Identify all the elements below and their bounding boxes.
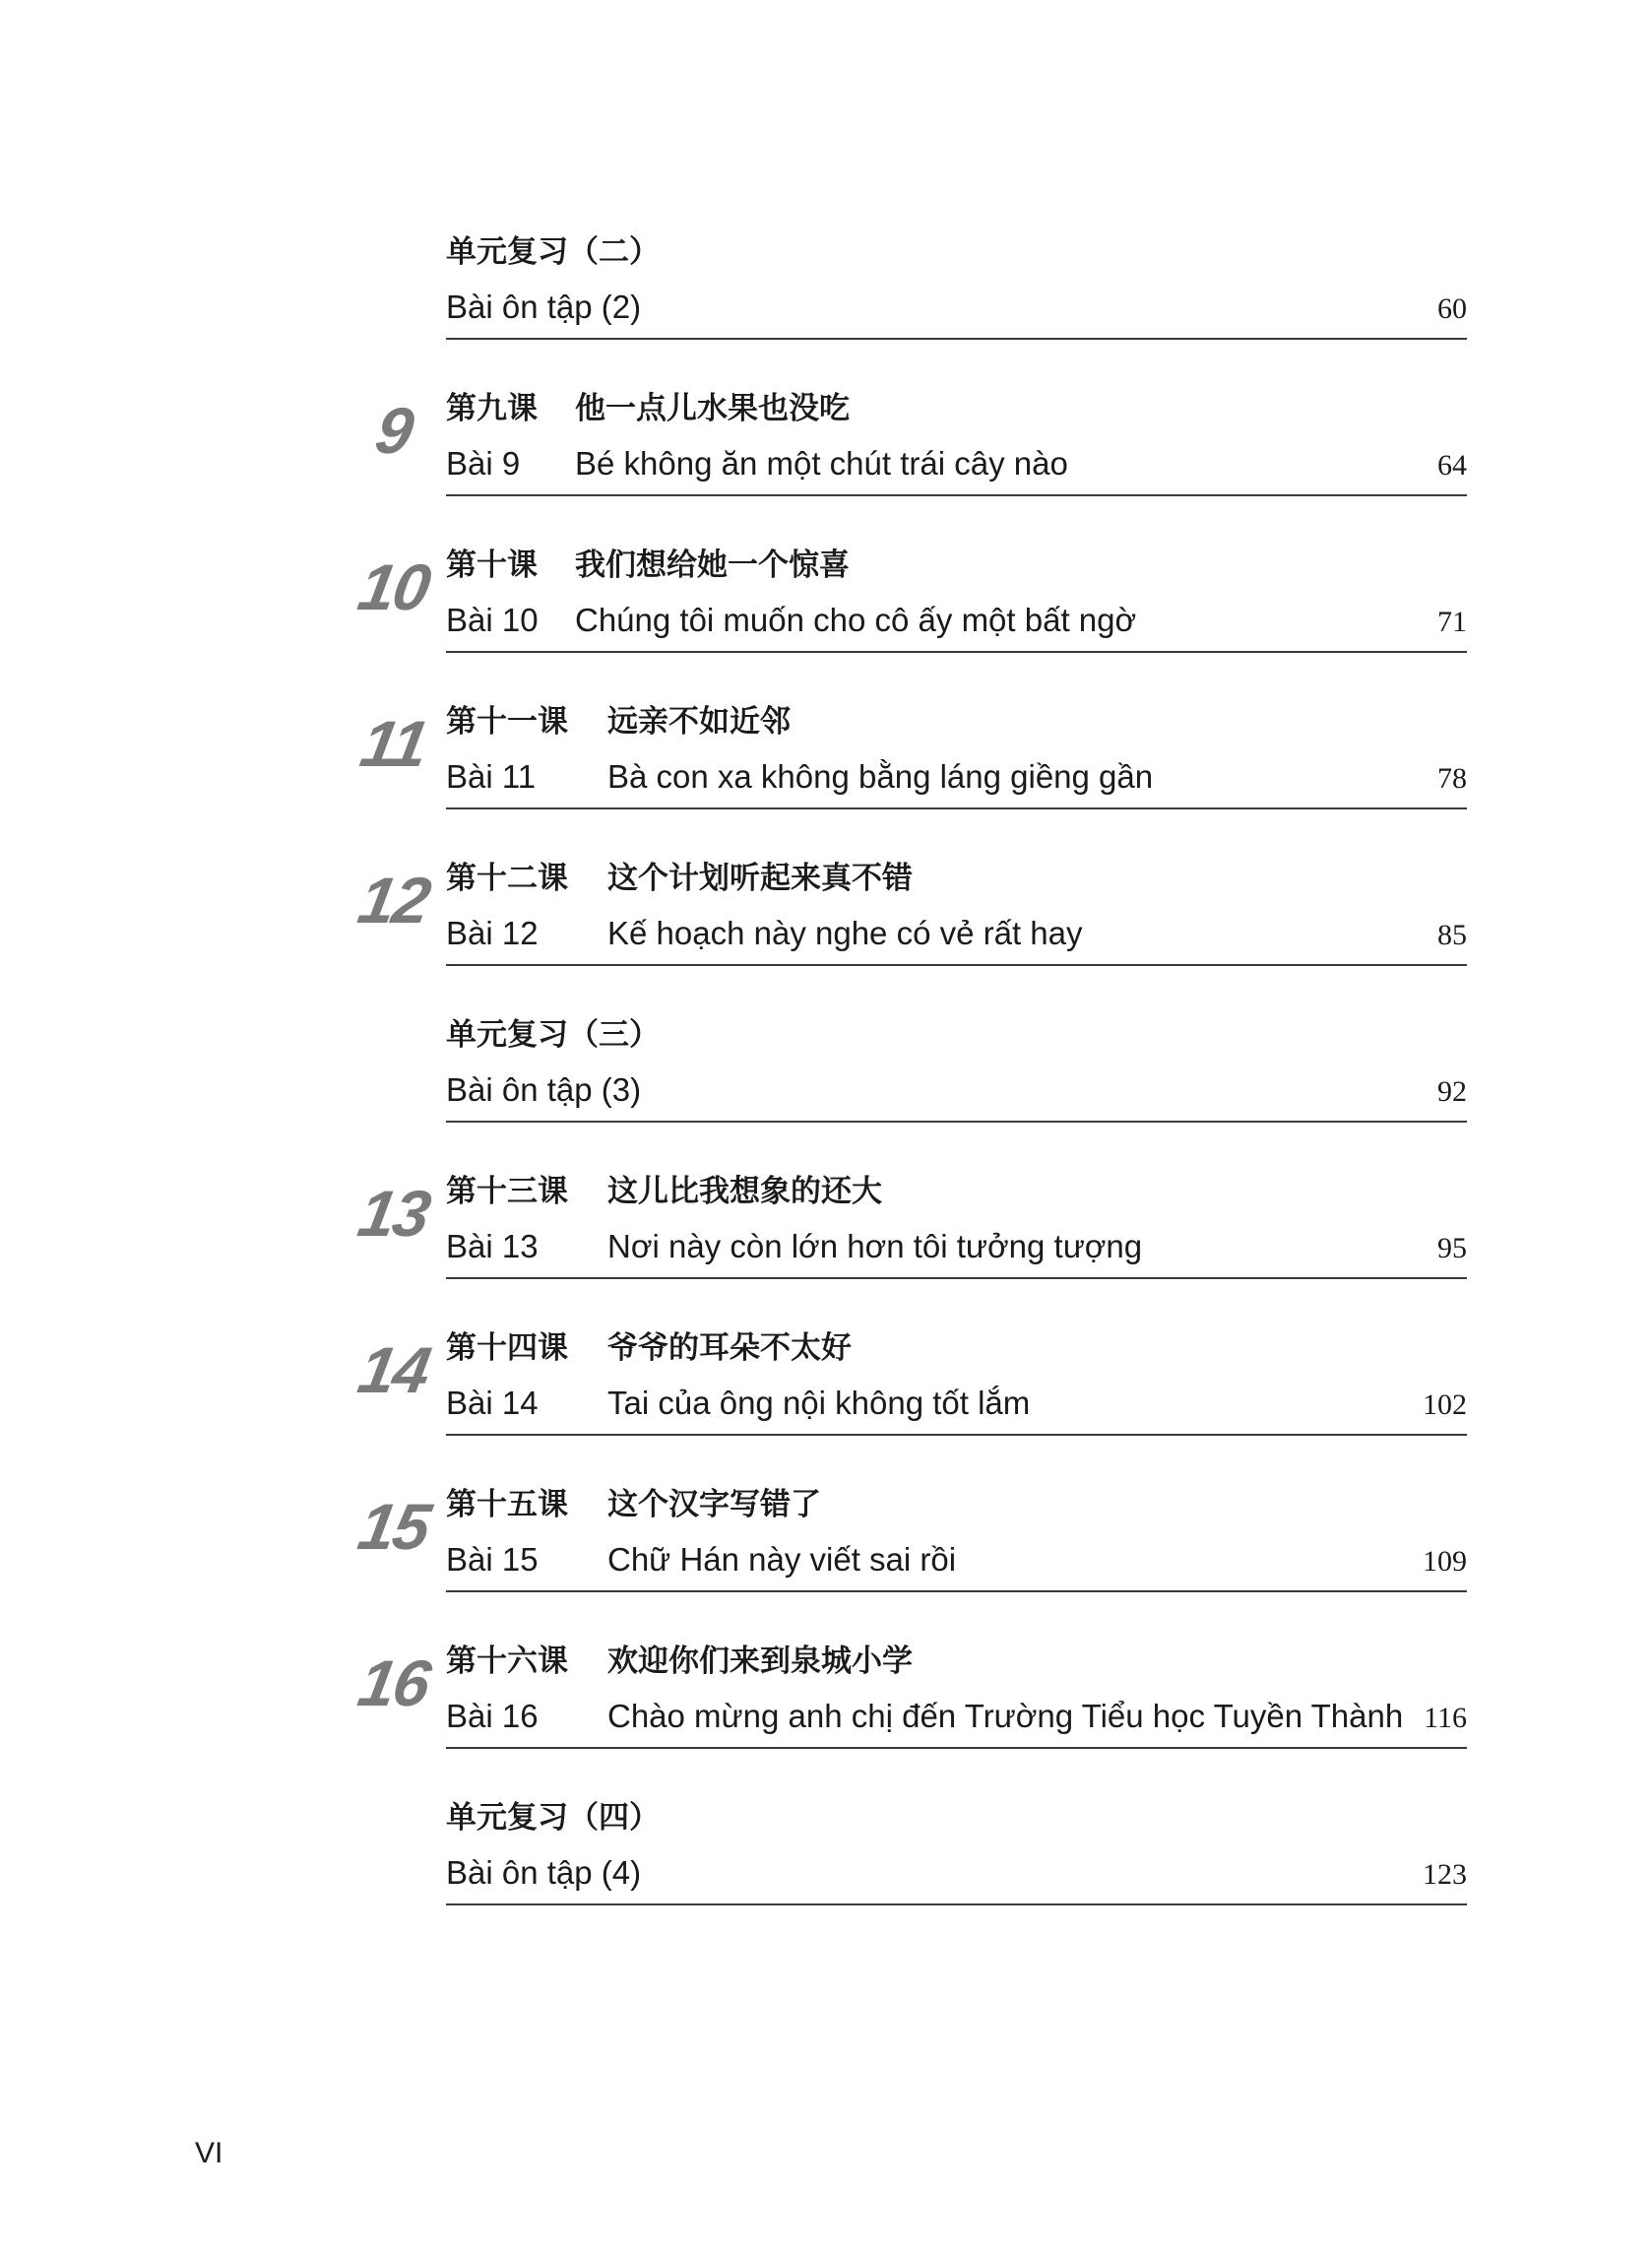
chinese-lesson-label: 第十五课 xyxy=(446,1487,568,1522)
chinese-lesson-title: 我们想给她一个惊喜 xyxy=(575,548,850,583)
page-number: 85 xyxy=(1437,919,1467,951)
divider-line xyxy=(446,807,1467,809)
divider-line xyxy=(446,1434,1467,1436)
vietnamese-lesson-title: Bé không ăn một chút trái cây nào xyxy=(575,445,1068,482)
chinese-lesson-title: 远亲不如近邻 xyxy=(607,704,791,740)
chinese-title-line xyxy=(446,387,850,430)
toc-entry-lesson-15[interactable] xyxy=(0,1481,1652,1629)
page-number: 64 xyxy=(1437,449,1467,482)
divider-line xyxy=(446,338,1467,340)
lesson-number: 10 xyxy=(352,550,435,623)
vietnamese-lesson-title: Nơi này còn lớn hơn tôi tưởng tượng xyxy=(607,1228,1143,1264)
divider-line xyxy=(446,964,1467,966)
chinese-lesson-label: 单元复习（二） xyxy=(446,234,660,270)
lesson-number: 12 xyxy=(352,864,435,936)
vietnamese-lesson-title: Kế hoạch này nghe có vẻ rất hay xyxy=(607,915,1083,951)
chinese-lesson-title: 欢迎你们来到泉城小学 xyxy=(607,1644,913,1679)
toc-entry-lesson-9[interactable] xyxy=(0,385,1652,533)
vietnamese-title-line xyxy=(446,1538,957,1581)
toc-entry-lesson-10[interactable] xyxy=(0,542,1652,689)
chinese-title-line xyxy=(446,1796,660,1839)
chinese-lesson-title: 这个计划听起来真不错 xyxy=(607,861,913,896)
vietnamese-title-line xyxy=(446,1382,1031,1425)
chinese-title-line xyxy=(446,1640,913,1683)
vietnamese-lesson-label: Bài ôn tập (2) xyxy=(446,289,642,325)
toc-entry-lesson-11[interactable] xyxy=(0,698,1652,846)
lesson-number: 15 xyxy=(352,1490,435,1563)
toc-entry-lesson-13[interactable] xyxy=(0,1168,1652,1316)
divider-line xyxy=(446,1277,1467,1279)
chinese-lesson-label: 第十四课 xyxy=(446,1330,568,1366)
vietnamese-lesson-label: Bài ôn tập (3) xyxy=(446,1071,642,1108)
chinese-lesson-label: 第十三课 xyxy=(446,1174,568,1209)
chinese-lesson-title: 他一点儿水果也没吃 xyxy=(575,391,850,426)
vietnamese-lesson-title: Chào mừng anh chị đến Trường Tiểu học Tuyền Thành xyxy=(607,1698,1404,1734)
lesson-number: 11 xyxy=(355,707,432,780)
vietnamese-lesson-title: Chữ Hán này viết sai rồi xyxy=(607,1541,957,1578)
divider-line xyxy=(446,1903,1467,1905)
vietnamese-lesson-label: Bài 11 xyxy=(446,758,537,795)
chinese-title-line xyxy=(446,1170,882,1213)
divider-line xyxy=(446,1121,1467,1123)
vietnamese-title-line xyxy=(446,912,1083,955)
page-number: 60 xyxy=(1437,292,1467,325)
chinese-lesson-title: 这个汉字写错了 xyxy=(607,1487,821,1522)
vietnamese-title-line xyxy=(446,286,641,329)
vietnamese-lesson-title: Chúng tôi muốn cho cô ấy một bất ngờ xyxy=(575,602,1137,638)
page-number: 78 xyxy=(1437,762,1467,795)
vietnamese-lesson-label: Bài 12 xyxy=(446,915,539,951)
vietnamese-lesson-label: Bài ôn tập (4) xyxy=(446,1854,642,1891)
page-number: 92 xyxy=(1437,1075,1467,1108)
vietnamese-lesson-label: Bài 16 xyxy=(446,1698,539,1734)
vietnamese-title-line xyxy=(446,442,1068,485)
vietnamese-title-line xyxy=(446,1068,641,1112)
chinese-lesson-title: 爷爷的耳朵不太好 xyxy=(607,1330,852,1366)
chinese-lesson-label: 单元复习（四） xyxy=(446,1800,660,1836)
lesson-number: 14 xyxy=(352,1333,435,1406)
vietnamese-lesson-label: Bài 14 xyxy=(446,1385,539,1421)
page-number: 123 xyxy=(1423,1858,1467,1891)
lesson-number: 13 xyxy=(352,1177,435,1250)
chinese-lesson-label: 单元复习（三） xyxy=(446,1017,660,1053)
page-number: 116 xyxy=(1424,1702,1467,1734)
chinese-title-line xyxy=(446,544,850,587)
chinese-lesson-label: 第十六课 xyxy=(446,1644,568,1679)
chinese-lesson-label: 第十一课 xyxy=(446,704,568,740)
lesson-number: 9 xyxy=(370,394,417,467)
vietnamese-lesson-label: Bài 15 xyxy=(446,1541,539,1578)
vietnamese-lesson-label: Bài 10 xyxy=(446,602,539,638)
toc-entry-review-3[interactable] xyxy=(0,1011,1652,1159)
toc-entry-lesson-14[interactable] xyxy=(0,1324,1652,1472)
page-number: 109 xyxy=(1423,1545,1467,1578)
chinese-lesson-title: 这儿比我想象的还大 xyxy=(607,1174,882,1209)
page-number: 102 xyxy=(1423,1388,1467,1421)
chinese-title-line xyxy=(446,857,913,900)
toc-entry-lesson-12[interactable] xyxy=(0,855,1652,1002)
chinese-lesson-label: 第十课 xyxy=(446,548,538,583)
divider-line xyxy=(446,1747,1467,1749)
lesson-number: 16 xyxy=(352,1646,435,1719)
chinese-title-line xyxy=(446,700,791,743)
chinese-lesson-label: 第十二课 xyxy=(446,861,568,896)
chinese-title-line xyxy=(446,1483,821,1526)
toc-entry-lesson-16[interactable] xyxy=(0,1638,1652,1785)
page-number: 95 xyxy=(1437,1232,1467,1264)
toc-entry-review-2[interactable] xyxy=(0,228,1652,376)
divider-line xyxy=(446,1590,1467,1592)
vietnamese-lesson-label: Bài 13 xyxy=(446,1228,539,1264)
vietnamese-title-line xyxy=(446,1851,641,1895)
vietnamese-lesson-title: Tai của ông nội không tốt lắm xyxy=(607,1385,1031,1421)
vietnamese-lesson-title: Bà con xa không bằng láng giềng gần xyxy=(607,758,1154,795)
chinese-title-line xyxy=(446,1013,660,1057)
vietnamese-title-line xyxy=(446,1695,1404,1738)
chinese-title-line xyxy=(446,230,660,274)
vietnamese-title-line xyxy=(446,755,1154,799)
chinese-lesson-label: 第九课 xyxy=(446,391,538,426)
page-number: 71 xyxy=(1437,606,1467,638)
divider-line xyxy=(446,494,1467,496)
page-number-roman: VI xyxy=(195,2137,223,2169)
divider-line xyxy=(446,651,1467,653)
vietnamese-lesson-label: Bài 9 xyxy=(446,445,521,482)
vietnamese-title-line xyxy=(446,599,1137,642)
chinese-title-line xyxy=(446,1326,852,1370)
toc-entry-review-4[interactable] xyxy=(0,1794,1652,1942)
vietnamese-title-line xyxy=(446,1225,1143,1268)
